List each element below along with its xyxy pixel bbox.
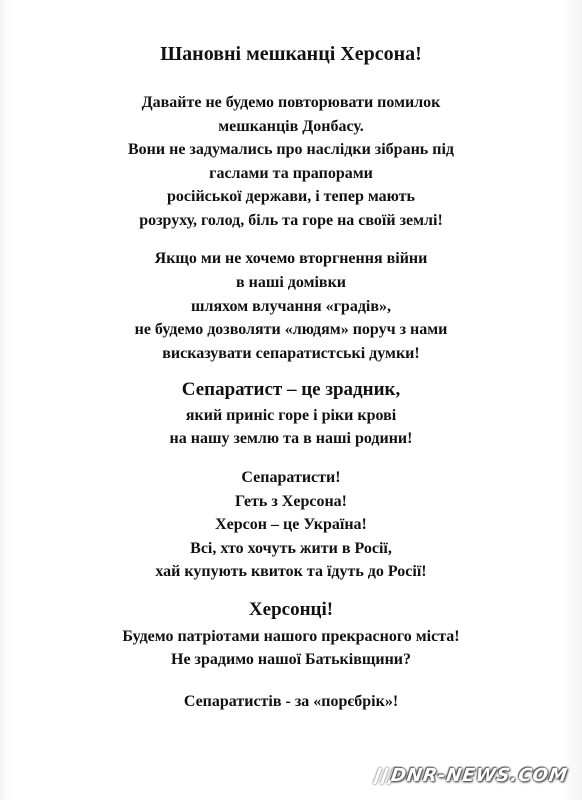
- paragraph-grief-blood: [0, 404, 582, 450]
- paragraph-patriots: [0, 625, 582, 671]
- text-line: Сепаратистів - за «порєбрік»!: [183, 693, 399, 710]
- text-line: розруху, голод, біль та горе на своїй землі!: [139, 211, 443, 229]
- text-line: мешканців Донбасу.: [218, 117, 364, 135]
- text-line: хай купують квиток та їдуть до Росії!: [155, 563, 427, 580]
- text-line: Вони не задумались про наслідки зібрань під: [127, 141, 455, 158]
- leaflet-title: Шановні мешканці Херсона!: [160, 43, 422, 65]
- text-line: в наші домівки: [235, 273, 347, 291]
- watermark-text: DNR-NEWS.COM: [389, 765, 570, 786]
- text-line: Сепаратисти!: [241, 469, 341, 486]
- paragraph-war-invasion: [0, 247, 582, 366]
- heading-separatist-traitor: Сепаратист – це зрадник,: [181, 379, 401, 400]
- heading-khersontsi: Херсонці!: [248, 599, 334, 620]
- text-line: не будемо дозволяти «людям» поруч з нами: [134, 321, 448, 339]
- text-line: Геть з Херсона!: [234, 492, 347, 510]
- text-line: Не зрадимо нашої Батьківщини?: [171, 651, 411, 668]
- text-line: гаслами та прапорами: [209, 164, 373, 182]
- text-line: російської держави, і тепер мають: [167, 188, 415, 205]
- paragraph-donbas-warning: [0, 91, 582, 232]
- text-line: висказувати сепаратистські думки!: [162, 345, 420, 363]
- text-line: Давайте не будемо повторювати помилок: [141, 94, 441, 111]
- text-line: який приніс горе і ріки крові: [185, 407, 397, 424]
- text-line: на нашу землю та в наші родини!: [169, 430, 413, 447]
- text-line: шляхом влучання «градів»,: [191, 297, 391, 315]
- text-line: Будемо патріотами нашого прекрасного міста!: [122, 628, 460, 645]
- paragraph-separatists-out: [0, 466, 582, 584]
- closing-line: [0, 690, 582, 713]
- text-line: Херсон – це Україна!: [215, 516, 367, 533]
- text-line: Всі, хто хочуть жити в Росії,: [190, 539, 392, 557]
- text-line: Якщо ми не хочемо вторгнення війни: [154, 250, 428, 267]
